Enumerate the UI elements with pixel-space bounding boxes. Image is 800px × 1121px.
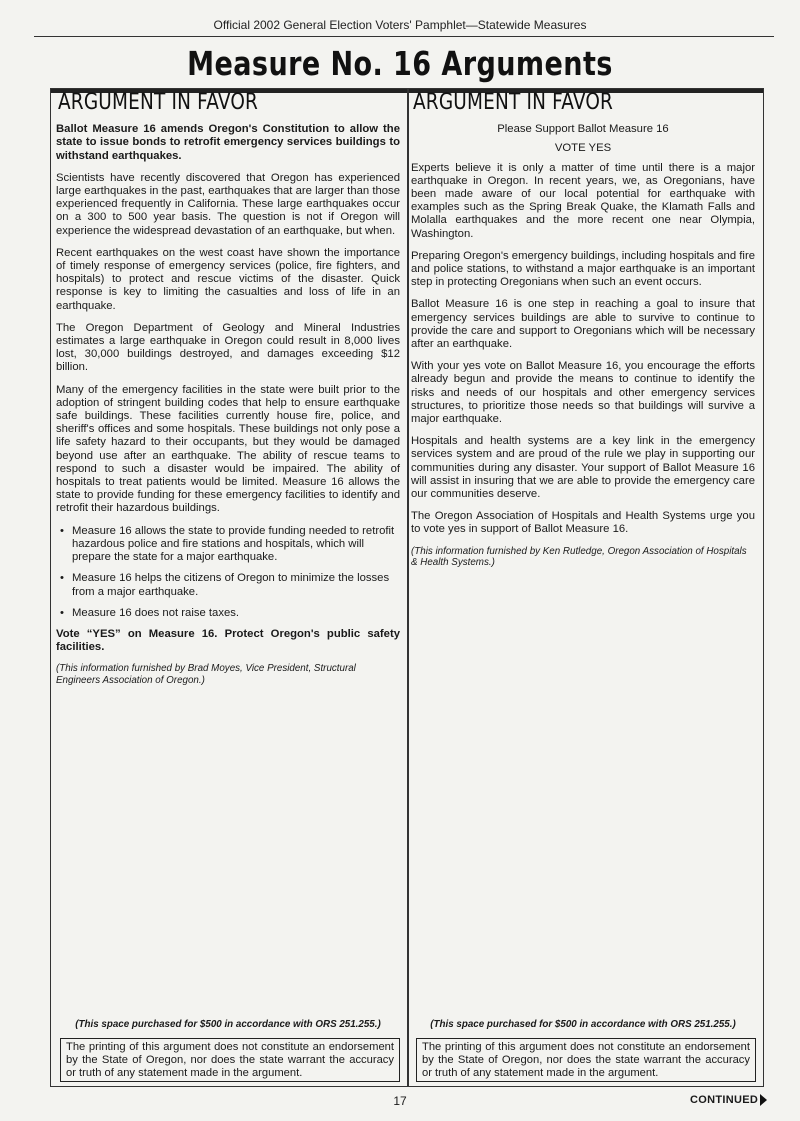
right-paragraph: Hospitals and health systems are a key link in the emergency services system and are proud of the rule we play in supporting our communities during any disaster. Your support of Ballot Measure 16 will assist in insuring that we are able to provide the emergency care our communities deserve. — [411, 435, 755, 501]
right-intro-line: Please Support Ballot Measure 16 — [497, 123, 669, 136]
right-paragraph: Ballot Measure 16 is one step in reaching a goal to insure that emergency services buildings are able to survive to continue to provide the care and support to Oregonians which will be necessary after an earthquake. — [411, 298, 755, 351]
left-bullet: • Measure 16 does not raise taxes. — [56, 607, 400, 620]
continued-marker — [690, 1094, 767, 1106]
page-number: 17 — [393, 1094, 407, 1108]
right-disclaimer: The printing of this argument does not constitute an endorsement by the State of Oregon, nor does the state warrant the accuracy or truth of any statement made in the argument. — [416, 1038, 756, 1082]
left-attribution: (This information furnished by Brad Moyes, Vice President, Structural Engineers Association of Oregon.) — [56, 663, 356, 686]
right-heading: ARGUMENT IN FAVOR — [413, 90, 614, 115]
left-lead: Ballot Measure 16 amends Oregon's Constitution to allow the state to issue bonds to retrofit emergency services buildings to withstand earthquakes. — [56, 123, 400, 162]
left-heading: ARGUMENT IN FAVOR — [58, 90, 259, 115]
right-paragraph: Preparing Oregon's emergency buildings, including hospitals and fire and police stations, to withstand a major earthquake is an important step in protecting Oregonians when such an event occurs. — [411, 249, 755, 289]
left-closing: Vote “YES” on Measure 16. Protect Oregon's public safety facilities. — [56, 627, 400, 654]
left-purchase-note: (This space purchased for $500 in accordance with ORS 251.255.) — [75, 1019, 381, 1030]
running-header: Official 2002 General Election Voters' Pamphlet—Statewide Measures — [213, 18, 587, 32]
right-purchase-note: (This space purchased for $500 in accordance with ORS 251.255.) — [430, 1019, 736, 1030]
left-paragraph: Many of the emergency facilities in the state were built prior to the adoption of stringent building codes that help to ensure earthquake safe buildings. These facilities currently house fire, police, and sheriff's offices and some hospitals. These buildings not only pose a life safety hazard to their occupants, but they would be damaged beyond use after an earthquake. The ability of rescue teams to respond to such a disaster would be impaired. The ability of hospitals to treat patients would be limited. Measure 16 allows the state to provide funding for these emergency facilities to identify and retrofit their hazardous buildings. — [56, 383, 400, 515]
left-bullet: • Measure 16 allows the state to provide funding needed to retrofit hazardous police and fire stations and hospitals, which will prepare the state for a major earthquake. — [56, 525, 400, 565]
right-vote-yes: VOTE YES — [554, 142, 612, 155]
left-paragraph: Recent earthquakes on the west coast have shown the importance of timely response of emergency services (police, fire fighters, and hospitals) to protect and rescue victims of the disaster. Quick response is key to limiting the casualties and loss of life in an earthquake. — [56, 246, 400, 312]
right-column — [411, 92, 755, 578]
arrow-right-icon — [760, 1094, 767, 1106]
right-paragraph: The Oregon Association of Hospitals and Health Systems urge you to vote yes in support of Ballot Measure 16. — [411, 510, 755, 536]
left-column — [56, 92, 400, 695]
page-title: Measure No. 16 Arguments — [187, 44, 613, 83]
left-paragraph: Scientists have recently discovered that Oregon has experienced large earthquakes in the past, earthquakes that are larger than those experienced frequently in California. These large earthquakes occur on a 300 to 500 year basis. The question is not if Oregon will experience the widespread devastation of an earthquake, but when. — [56, 171, 400, 237]
left-bullet-list — [56, 525, 400, 620]
left-paragraph: The Oregon Department of Geology and Mineral Industries estimates a large earthquake in Oregon could result in 8,000 lives lost, 30,000 buildings destroyed, and damages exceeding $12 billion. — [56, 321, 400, 374]
right-paragraph: With your yes vote on Ballot Measure 16, you encourage the efforts already begun and provide the means to continue to identify the risks and needs of our hospitals and other emergency services structures, to prioritize those needs so that buildings will survive a major earthquake. — [411, 360, 755, 426]
column-divider — [407, 89, 409, 1086]
left-bullet: • Measure 16 helps the citizens of Oregon to minimize the losses from a major earthquake. — [56, 572, 400, 598]
right-paragraph: Experts believe it is only a matter of time until there is a major earthquake in Oregon. In recent years, we, as Oregonians, have been made aware of our local potential for earthquake with examples such as the Spring Break Quake, the Klamath Falls and Molalla earthquakes and the more recent one near Olympia, Washington. — [411, 161, 755, 240]
right-attribution: (This information furnished by Ken Rutledge, Oregon Association of Hospitals & Health Systems.) — [411, 545, 747, 569]
header-rule — [34, 36, 774, 37]
continued-label: CONTINUED — [690, 1094, 759, 1106]
left-disclaimer: The printing of this argument does not constitute an endorsement by the State of Oregon, nor does the state warrant the accuracy or truth of any statement made in the argument. — [60, 1038, 400, 1082]
